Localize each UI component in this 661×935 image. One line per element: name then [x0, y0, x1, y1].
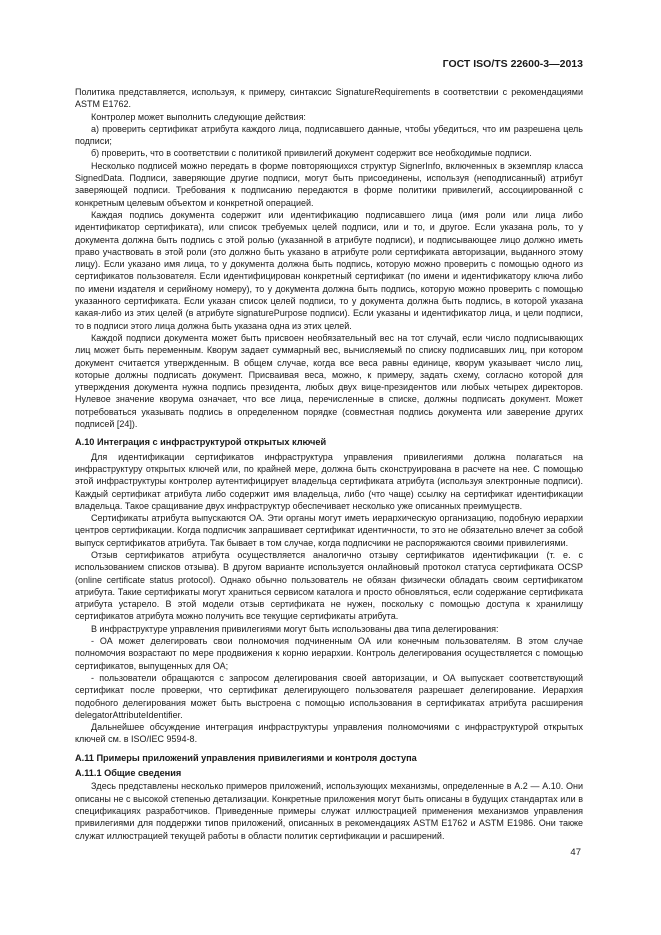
- paragraph: В инфраструктуре управления привилегиями могут быть использованы два типа делегирования:: [91, 623, 499, 634]
- list-item: - ОА может делегировать свои полномочия подчиненным ОА или конечным пользователям. В этом случае полномочия возрастают по мере продвижения к корню иерархии. Контроль делегирования осуществляется с помощью сертификатов, выпущенных для ОА;: [75, 636, 583, 671]
- list-item: - пользователи обращаются с запросом делегирования своей авторизации, и ОА выпускает соответствующий сертификат после проверки, что сертификат делегирующего пользователя разрешает делегирование. Иерархия подобного делегирования может быть выстроена с помощью использования в сертификатах атрибута расширения delegatorAttributeIdentifier.: [75, 672, 583, 720]
- paragraph: Сертификаты атрибута выпускаются ОА. Эти органы могут иметь иерархическую организацию, подобную иерархии центров сертификации. Когда подписчик запрашивает сертификат идентичности, то это не обязательно влечет за собой выпуск сертификатов атрибута. Так бывает в том случае, когда подписчики не распоряжаются своими привилегиями.: [75, 513, 583, 548]
- paragraph: Несколько подписей можно передать в форме повторяющихся структур SignerInfo, включенных в экземпляр класса SignedData. Подписи, заверяющие другие подписи, могут быть присоединены, используя (неподписанный) атрибут заверяющей подписи. Требования к подписанию передаются в форме политики привилегий, ассоциированной с конкретным целевым объектом и конкретной операцией.: [75, 160, 583, 208]
- paragraph: Политика представляется, используя, к примеру, синтаксис SignatureRequirements в соответствии с рекомендациями ASTM E1762.: [75, 87, 583, 110]
- document-header-id: ГОСТ ISO/TS 22600-3—2013: [442, 58, 583, 70]
- subsection-heading: А.11.1 Общие сведения: [75, 768, 182, 779]
- page-number: 47: [570, 847, 581, 858]
- section-heading: А.10 Интеграция с инфраструктурой открытых ключей: [75, 437, 327, 448]
- paragraph: Каждая подпись документа содержит или идентификацию подписавшего лица (имя роли или лица либо идентификатор сертификата), или список требуемых целей подписи, или и то, и другое. Если указана роль, то у документа должна быть подпись с этой ролью (указанной в атрибуте подписи), и подписывающее лицо должно иметь право участвовать в этой роли (это должно быть указано в атрибуте роли сертификата авторизации, выданного этому лицу). Если указано имя лица, то у документа должна быть подпись, которую можно проверить с помощью одного из сертификатов пользователя. Если идентифицирован конкретный сертификат (по имени и идентификатору ключа либо по имени издателя и серийному номеру), то у документа должна быть подпись, которую можно проверить с помощью указанного сертификата. Если указан список целей подписи, то у документа должна быть подпись, в которой указана какая-либо из этих целей (в атрибуте signaturePurpose подписи). Если указаны и идентификатор лица, и цели подписи, то в подписи этого лица должна быть указана одна из этих целей.: [75, 209, 583, 331]
- paragraph: Каждой подписи документа может быть присвоен необязательный вес на тот случай, если число подписывающих лиц может быть переменным. Кворум задает суммарный вес, вычисляемый по списку подписавших лиц, при котором документ считается утвержденным. В общем случае, когда все веса равны единице, кворум указывает число лиц, которые должны подписать документ. Присваивая веса, можно, к примеру, задать схему, согласно которой для утверждения документа нужна подпись президента, любых двух вице-президентов или любых четырех директоров. Нулевое значение кворума означает, что все лица, перечисленные в списке, должны подписать документ. Может потребоваться указывать подпись в определенном порядке (совместная подпись документа или заверение других подписей [24]).: [75, 332, 583, 430]
- list-item: б) проверить, что в соответствии с политикой привилегий документ содержит все необходимые подписи.: [91, 148, 532, 159]
- paragraph: Дальнейшее обсуждение интеграция инфраструктуры управления полномочиями с инфраструктурой открытых ключей см. в ISO/IEC 9594-8.: [75, 722, 583, 745]
- paragraph: Для идентификации сертификатов инфраструктура управления привилегиями должна полагаться на инфраструктуру открытых ключей или, по крайней мере, должна быть сконструирована в расчете на нее. С помощью этой инфраструктуры контролер аутентифицирует владельца сертификата атрибута (используя электронные подписи). Каждый сертификат атрибута либо содержит имя владельца, либо (что чаще) ссылку на сертификат идентификации владельца. Такое сращивание двух инфраструктур обеспечивает несколько уже описанных преимуществ.: [75, 451, 583, 511]
- list-item: а) проверить сертификат атрибута каждого лица, подписавшего данные, чтобы убедиться, что им разрешена цель подписи;: [75, 123, 583, 147]
- document-body: [75, 86, 583, 842]
- paragraph: Контролер может выполнить следующие действия:: [91, 111, 306, 122]
- paragraph: Здесь представлены несколько примеров приложений, использующих механизмы, определенные в А.2 — А.10. Они описаны не с высокой степенью детализации. Конкретные приложения могут быть описаны в будущих стандартах или в спецификациях разработчиков. Приведенные примеры служат иллюстрацией применения механизмов управления привилегиями для поддержки типов приложений, описанных в рекомендациях ASTM E1762 и ASTM E1986. Они также служат иллюстрацией текущей работы в области политик сертификации и расширений.: [75, 781, 583, 841]
- section-heading: А.11 Примеры приложений управления привилегиями и контроля доступа: [75, 752, 417, 763]
- paragraph: Отзыв сертификатов атрибута осуществляется аналогично отзыву сертификатов идентификации (т. е. с использованием списков отзыва). В другом варианте используется онлайновый протокол статуса сертификата OCSP (online certificate status protocol). Однако обычно пользователь не обязан физически обладать своим сертификатом атрибута. Такие сертификаты могут храниться сервисом каталога и просто обновляться, если содержание сертификата атрибута устарело. В этой модели отзыв сертификата не нужен, поскольку с помощью доступа к хранилищу сертификатов атрибута можно получить все текущие сертификаты атрибута.: [75, 549, 583, 622]
